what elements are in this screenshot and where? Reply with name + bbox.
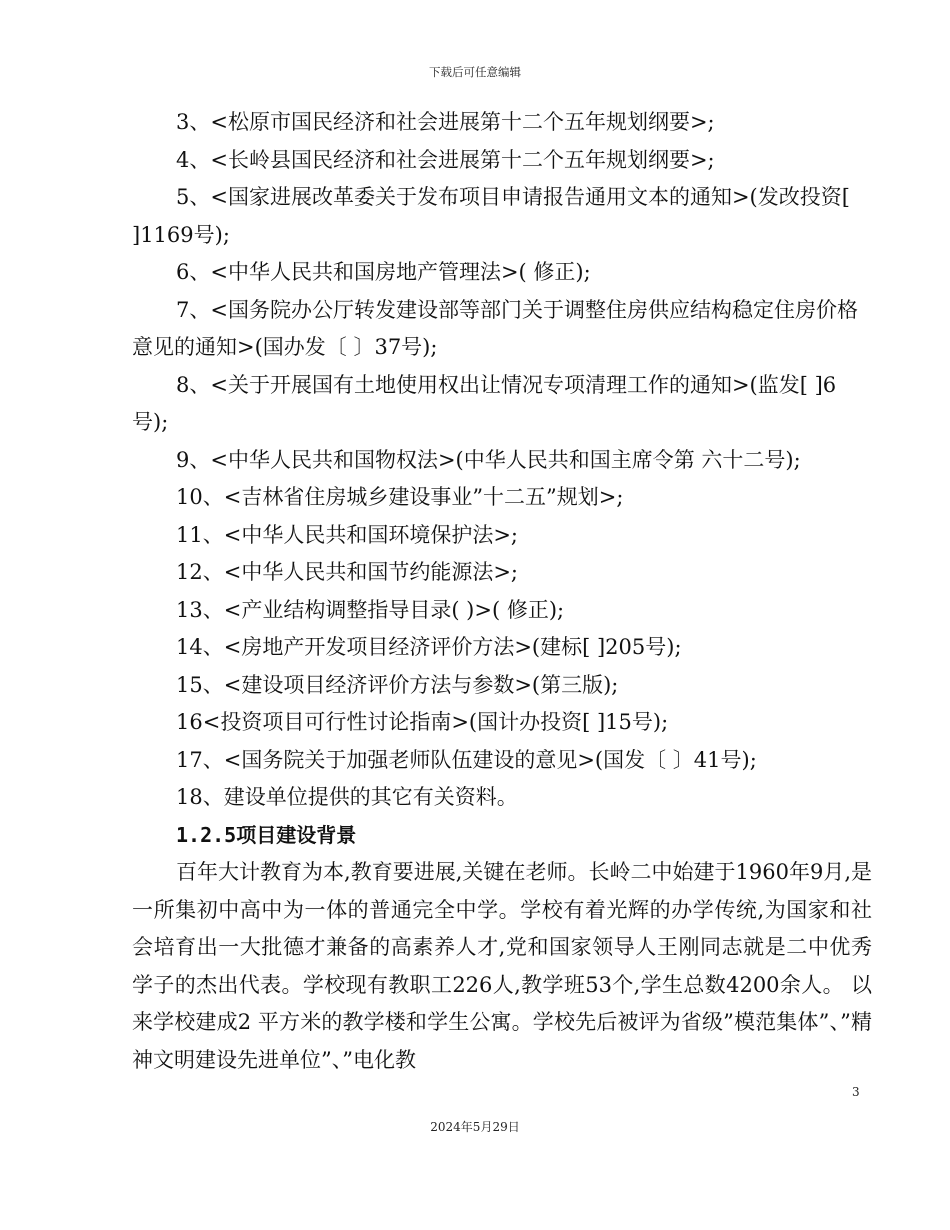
reference-item: 7、<国务院办公厅转发建设部等部门关于调整住房供应结构稳定住房价格意见的通知>(国办发〔 〕37号);: [132, 297, 858, 359]
reference-item: 6、<中华人民共和国房地产管理法>( 修正);: [176, 260, 591, 284]
footer-date: 2024年5月29日: [430, 1120, 520, 1134]
reference-item: 8、<关于开展国有土地使用权出让情况专项清理工作的通知>(监发[ ]6号);: [132, 372, 837, 434]
reference-item: 14、<房地产开发项目经济评价方法>(建标[ ]205号);: [176, 635, 682, 659]
background-paragraph: 百年大计教育为本,教育要进展,关键在老师。长岭二中始建于1960年9月,是一所集初中高中为一体的普通完全中学。学校有着光辉的办学传统,为国家和社会培育出一大批德才兼备的高素养人才,党和国家领导人王刚同志就是二中优秀学子的杰出代表。学校现有教职工226人,教学班53个,学生总数4200余人。 以来学校建成2 平方米的教学楼和学生公寓。学校先后被评为省级”模范集体”、”精神文明建设先进单位”、”电化教: [132, 860, 872, 1072]
reference-item: 5、<国家进展改革委关于发布项目申请报告通用文本的通知>(发改投资[ ]1169号);: [132, 185, 850, 247]
reference-item: 13、<产业结构调整指导目录( )>( 修正);: [176, 597, 565, 622]
reference-item: 3、<松原市国民经济和社会进展第十二个五年规划纲要>;: [176, 110, 715, 134]
page-header: 下载后可任意编辑: [429, 65, 521, 79]
reference-item: 16<投资项目可行性讨论指南>(国计办投资[ ]15号);: [176, 710, 669, 734]
reference-item: 18、建设单位提供的其它有关资料。: [176, 785, 518, 809]
reference-item: 4、<长岭县国民经济和社会进展第十二个五年规划纲要>;: [176, 147, 715, 172]
section-heading: 1.2.5项目建设背景: [176, 822, 357, 847]
reference-item: 9、<中华人民共和国物权法>(中华人民共和国主席令第 六十二号);: [176, 447, 801, 472]
reference-item: 11、<中华人民共和国环境保护法>;: [176, 522, 518, 547]
document-body: [132, 104, 872, 1079]
reference-item: 15、<建设项目经济评价方法与参数>(第三版);: [176, 672, 619, 697]
reference-item: 10、<吉林省住房城乡建设事业”十二五”规划>;: [176, 485, 624, 509]
page-number: 3: [852, 1085, 860, 1099]
reference-item: 12、<中华人民共和国节约能源法>;: [176, 560, 518, 584]
reference-item: 17、<国务院关于加强老师队伍建设的意见>(国发〔 〕41号);: [176, 747, 757, 772]
